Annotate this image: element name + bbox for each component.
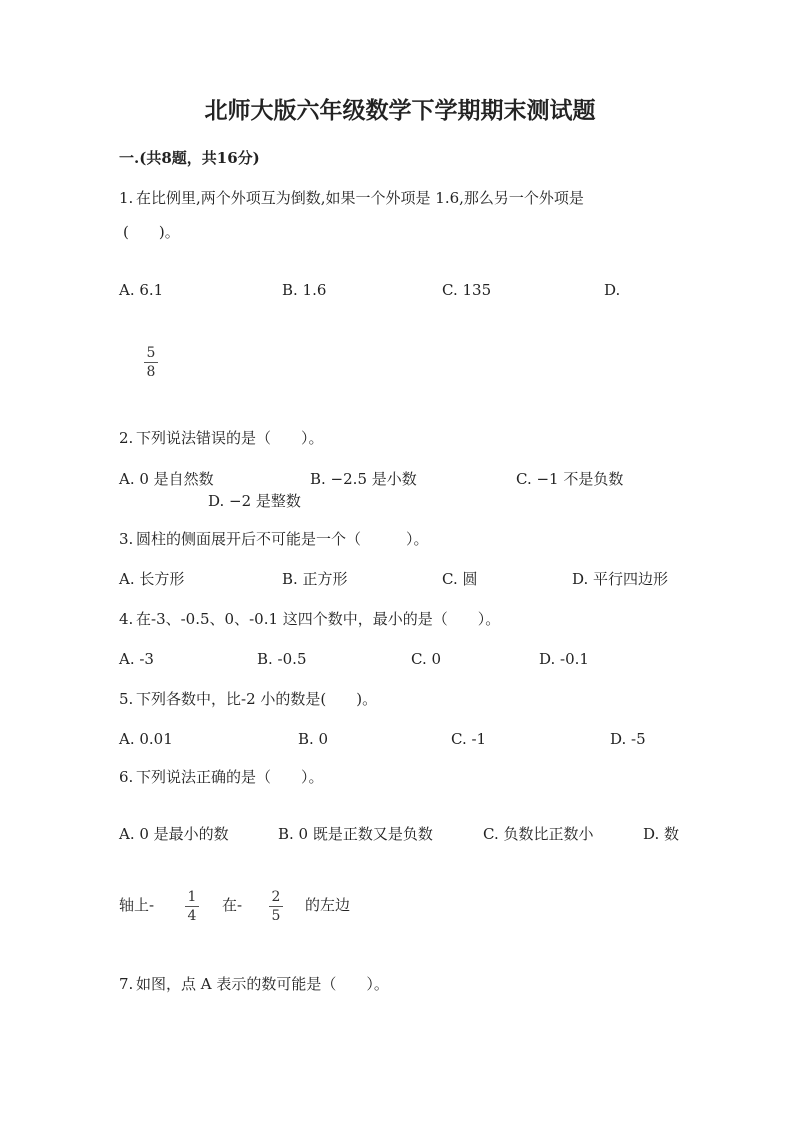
- option-a: A. 长方形: [119, 570, 185, 588]
- question-number: 7.: [119, 975, 134, 993]
- option-d: D.: [604, 281, 621, 299]
- option-b: B. -0.5: [257, 650, 307, 668]
- fraction-numerator: 5: [146, 345, 156, 361]
- question-number: 4.: [119, 610, 134, 628]
- option-a: A. 0.01: [119, 730, 173, 748]
- option-a: A. 6.1: [119, 281, 164, 299]
- option-b: B. 1.6: [282, 281, 327, 299]
- option-b: B. −2.5 是小数: [310, 470, 417, 488]
- fraction-denominator: 8: [146, 364, 156, 380]
- question-number: 5.: [119, 690, 134, 708]
- option-d-fraction: [143, 346, 159, 379]
- option-d-continued-text: 在-: [222, 896, 243, 914]
- option-c: C. 0: [411, 650, 442, 668]
- section-heading: 一.(共8题，共16分): [119, 149, 260, 167]
- option-b: B. 0 既是正数又是负数: [278, 825, 433, 843]
- option-d-fraction-1: [184, 890, 200, 923]
- fraction-numerator: 2: [271, 889, 281, 905]
- fraction-denominator: 4: [187, 908, 197, 924]
- option-d: D. −2 是整数: [208, 492, 301, 510]
- question-text: 圆柱的侧面展开后不可能是一个（ ）。: [136, 530, 429, 548]
- option-b: B. 0: [298, 730, 329, 748]
- fraction-numerator: 1: [187, 889, 197, 905]
- option-a: A. 0 是自然数: [119, 470, 214, 488]
- question-number: 6.: [119, 768, 134, 786]
- question-text: 在-3、-0.5、0、-0.1 这四个数中，最小的是（ ）。: [136, 610, 501, 628]
- question-text: 在比例里,两个外项互为倒数,如果一个外项是 1.6,那么另一个外项是: [136, 189, 584, 207]
- option-b: B. 正方形: [282, 570, 348, 588]
- option-d: D. 平行四边形: [572, 570, 669, 588]
- option-d: D. -5: [610, 730, 646, 748]
- option-d: D. -0.1: [539, 650, 589, 668]
- question-text: 下列说法错误的是（ ）。: [136, 429, 324, 447]
- fraction-denominator: 5: [271, 908, 281, 924]
- option-c: C. −1 不是负数: [516, 470, 624, 488]
- option-a: A. -3: [119, 650, 154, 668]
- question-number: 2.: [119, 429, 134, 447]
- question-number: 3.: [119, 530, 134, 548]
- question-text-continued: ( )。: [123, 223, 180, 241]
- option-d-fraction-2: [268, 890, 284, 923]
- option-c: C. -1: [451, 730, 487, 748]
- question-number: 1.: [119, 189, 134, 207]
- option-d-continued-text: 轴上-: [119, 896, 155, 914]
- page-title: 北师大版六年级数学下学期期末测试题: [204, 97, 596, 124]
- question-text: 如图，点 A 表示的数可能是（ ）。: [136, 975, 389, 993]
- question-text: 下列各数中，比-2 小的数是( )。: [136, 690, 378, 708]
- option-c: C. 圆: [442, 570, 478, 588]
- question-text: 下列说法正确的是（ ）。: [136, 768, 324, 786]
- option-d-continued-text: 的左边: [305, 896, 351, 914]
- option-c: C. 135: [442, 281, 492, 299]
- option-d: D. 数: [643, 825, 680, 843]
- option-c: C. 负数比正数小: [483, 825, 594, 843]
- option-a: A. 0 是最小的数: [119, 825, 229, 843]
